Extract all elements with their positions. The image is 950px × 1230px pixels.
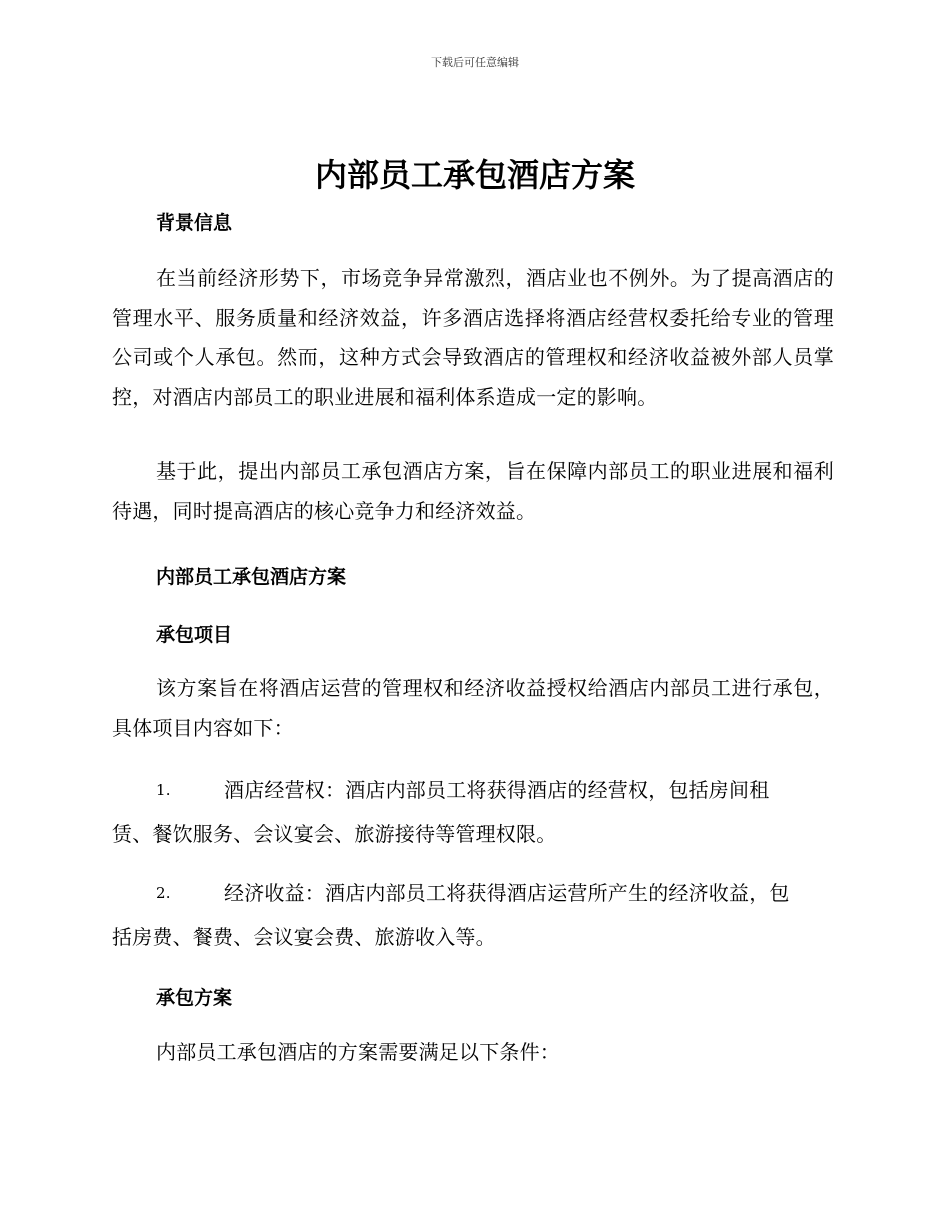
header-note: 下载后可任意编辑 [431, 56, 519, 69]
paragraph-background-1: 在当前经济形势下，市场竞争异常激烈，酒店业也不例外。为了提高酒店的管理水平、服务质量和经济效益，许多酒店选择将酒店经营权委托给专业的管理公司或个人承包。然而，这种方式会导致酒店的管理权和经济收益被外部人员掌控，对酒店内部员工的职业进展和福利体系造成一定的影响。 [112, 266, 834, 409]
list-item-1 [112, 768, 834, 856]
list-item-text: 酒店经营权：酒店内部员工将获得酒店的经营权，包括房间租 [224, 778, 770, 802]
heading-items: 承包项目 [156, 624, 233, 646]
list-item-text-continued: 赁、餐饮服务、会议宴会、旅游接待等管理权限。 [112, 822, 557, 846]
list-item-number: 2. [156, 884, 171, 902]
heading-background: 背景信息 [156, 212, 233, 234]
list-item-number: 1. [156, 781, 171, 799]
page-title: 内部员工承包酒店方案 [314, 156, 635, 194]
heading-scheme: 承包方案 [156, 987, 233, 1009]
paragraph-scheme-intro: 内部员工承包酒店的方案需要满足以下条件： [156, 1040, 560, 1064]
list-item-2 [112, 871, 834, 959]
list-item-text: 经济收益：酒店内部员工将获得酒店运营所产生的经济收益，包 [224, 881, 790, 905]
heading-plan: 内部员工承包酒店方案 [156, 566, 347, 588]
paragraph-items-intro: 该方案旨在将酒店运营的管理权和经济收益授权给酒店内部员工进行承包，具体项目内容如下： [112, 676, 834, 740]
list-item-text-continued: 括房费、餐费、会议宴会费、旅游收入等。 [112, 925, 496, 949]
paragraph-background-2: 基于此，提出内部员工承包酒店方案，旨在保障内部员工的职业进展和福利待遇，同时提高酒店的核心竞争力和经济效益。 [112, 459, 834, 523]
